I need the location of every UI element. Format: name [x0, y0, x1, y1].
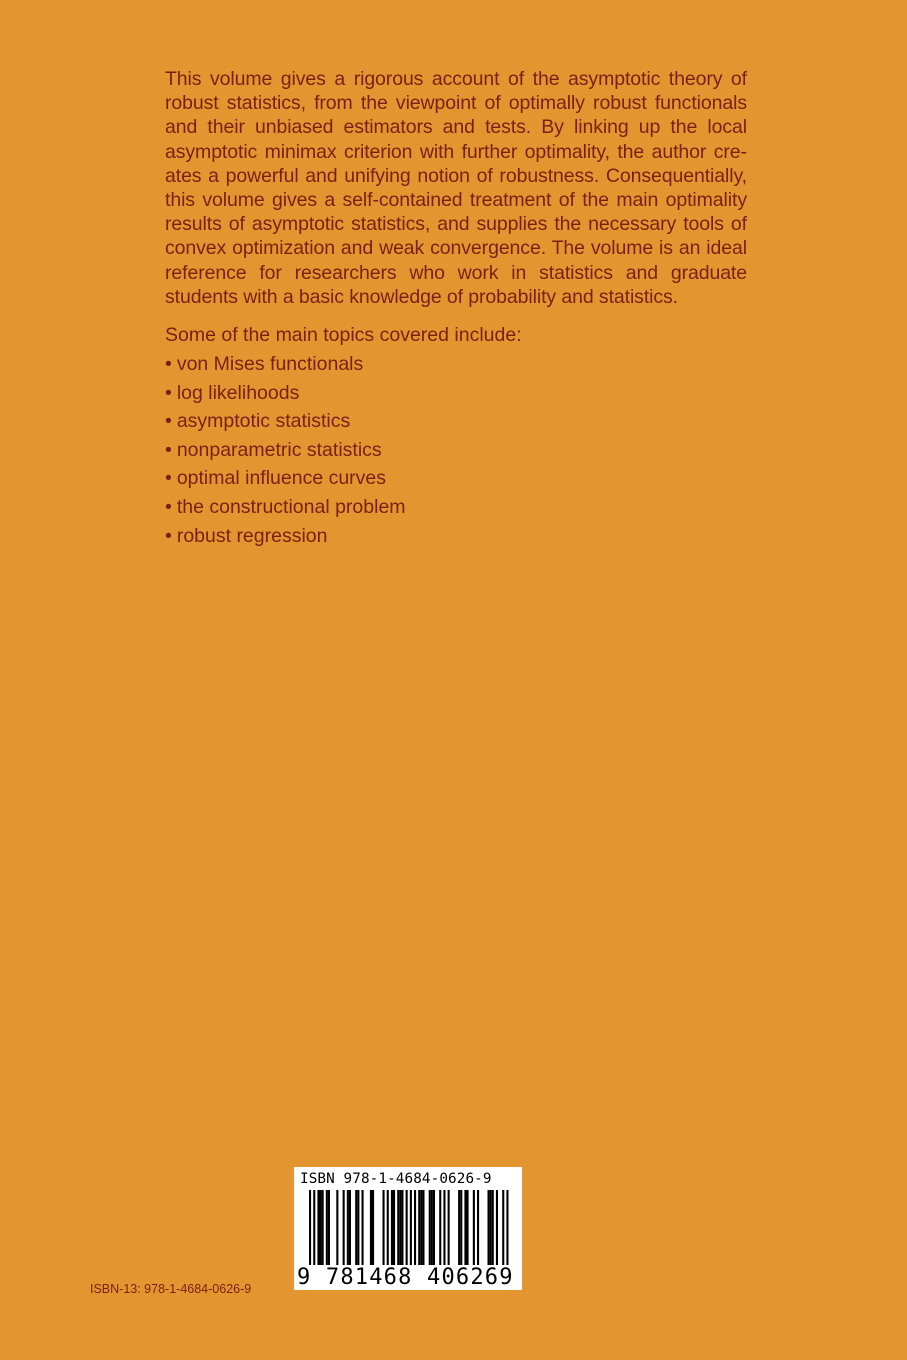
barcode-bar — [322, 1190, 324, 1266]
barcode-bar — [383, 1190, 385, 1266]
barcode-bar — [355, 1190, 357, 1266]
barcode-bar — [336, 1190, 338, 1266]
barcode-bar — [458, 1190, 460, 1266]
barcode-bar — [467, 1190, 469, 1266]
barcode-bar — [473, 1190, 475, 1266]
barcode-bar — [464, 1190, 466, 1266]
barcode-bar — [420, 1190, 422, 1266]
barcode-bar — [349, 1190, 351, 1266]
barcode-bar — [492, 1190, 494, 1266]
barcode-bar — [387, 1190, 389, 1266]
list-item: • log likelihoods — [165, 381, 406, 410]
barcode-bar — [328, 1190, 330, 1266]
barcode-bar — [448, 1190, 450, 1266]
barcode-isbn-label: ISBN 978-1-4684-0626-9 — [300, 1171, 492, 1187]
barcode-bar — [477, 1190, 479, 1266]
barcode-bar — [488, 1190, 490, 1266]
footer-isbn: ISBN-13: 978-1-4684-0626-9 — [90, 1282, 252, 1296]
barcode-bar — [320, 1190, 322, 1266]
list-item: • nonparametric statistics — [165, 438, 406, 467]
barcode — [294, 1167, 522, 1290]
barcode-bar — [429, 1190, 431, 1266]
list-item: • von Mises functionals — [165, 352, 406, 381]
barcode-digits: 9 781468 406269 — [297, 1265, 514, 1290]
barcode-bar — [401, 1190, 403, 1266]
barcode-bar — [443, 1190, 445, 1266]
barcode-bar — [347, 1190, 349, 1266]
barcode-bar — [433, 1190, 435, 1266]
barcode-bar — [496, 1190, 498, 1266]
list-item: • asymptotic statistics — [165, 409, 406, 438]
barcode-bar — [370, 1190, 372, 1266]
barcode-bar — [439, 1190, 441, 1266]
barcode-bar — [326, 1190, 328, 1266]
barcode-bar — [391, 1190, 393, 1266]
barcode-bar — [362, 1190, 364, 1266]
barcode-bar — [431, 1190, 433, 1266]
barcode-bar — [397, 1190, 399, 1266]
barcode-bar — [418, 1190, 420, 1266]
list-item: • optimal influence curves — [165, 466, 406, 495]
barcode-bar — [357, 1190, 359, 1266]
topics-intro: Some of the main topics covered include: — [165, 324, 522, 346]
list-item: • the constructional problem — [165, 495, 406, 524]
barcode-bar — [393, 1190, 395, 1266]
list-item: • robust regression — [165, 524, 406, 553]
barcode-bar — [399, 1190, 401, 1266]
barcode-bar — [317, 1190, 319, 1266]
barcode-bar — [422, 1190, 424, 1266]
barcode-bar — [414, 1190, 416, 1266]
topics-list — [165, 352, 406, 552]
barcode-bar — [490, 1190, 492, 1266]
barcode-bar — [372, 1190, 374, 1266]
barcode-bar — [343, 1190, 345, 1266]
back-cover-blurb: This volume gives a rigorous account of the asymptotic theory of robust statistics, from the viewpoint of optimally robust functionals and their unbiased estimators and tests. By linking up the local asymptotic minimax criterion with further optimality, the author creates a powerful and unifying notion of robustness. Consequentially, this volume gives a self-contained treatment of the main optimality results of asymptotic statistics, and supplies the necessary tools of convex optimization and weak convergence. The volume is an ideal reference for researchers who work in statistics and graduate students with a basic knowledge of probability and statistics. — [165, 68, 747, 308]
barcode-bar — [460, 1190, 462, 1266]
